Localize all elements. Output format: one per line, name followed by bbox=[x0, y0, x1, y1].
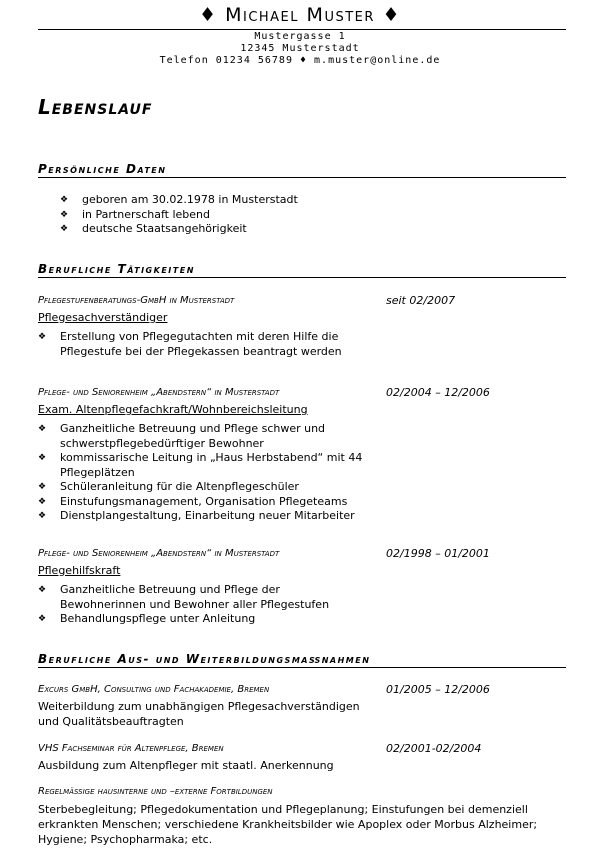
job-tasks bbox=[38, 330, 368, 359]
applicant-name: ♦ Michael Muster ♦ bbox=[199, 4, 401, 26]
header-rule bbox=[38, 29, 566, 30]
job-date: seit 02/2007 bbox=[386, 294, 456, 307]
address-street: Mustergasse 1 bbox=[254, 31, 346, 42]
section-heading-training: Berufliche Aus- und Weiterbildungsmaßnahmen bbox=[38, 652, 566, 668]
list-item: ❖ Dienstplangestaltung, Einarbeitung neuer Mitarbeiter bbox=[38, 509, 378, 524]
list-item: ❖ Einstufungsmanagement, Organisation Pflegeteams bbox=[38, 495, 378, 510]
list-item: ❖ Ganzheitliche Betreuung und Pflege der Bewohnerinnen und Bewohner aller Pflegestufen bbox=[38, 583, 358, 612]
list-item: ❖ Ganzheitliche Betreuung und Pflege schwer und schwerstpflegebedürftiger Bewohner bbox=[38, 422, 378, 451]
job-tasks bbox=[38, 422, 378, 524]
training-org: Regelmäßige hausinterne und –externe Fortbildungen bbox=[38, 786, 273, 797]
list-item: ❖ Behandlungspflege unter Anleitung bbox=[38, 612, 358, 627]
job-role: Pflegesachverständiger bbox=[38, 311, 168, 324]
training-date: 02/2001-02/2004 bbox=[386, 742, 482, 755]
list-item: ❖ in Partnerschaft lebend bbox=[60, 208, 380, 223]
training-org: Excurs GmbH, Consulting und Fachakademie, Bremen bbox=[38, 684, 270, 695]
document-title: Lebenslauf bbox=[38, 95, 153, 119]
job-org: Pflege- und Seniorenheim „Abendstern“ in Musterstadt bbox=[38, 387, 280, 398]
contact-line: Telefon 01234 56789 ♦ m.muster@online.de bbox=[159, 55, 441, 66]
list-item: ❖ Erstellung von Pflegegutachten mit deren Hilfe die Pflegestufe bei der Pflegekassen beantragt werden bbox=[38, 330, 368, 359]
training-date: 01/2005 – 12/2006 bbox=[386, 683, 490, 696]
list-item: ❖ kommissarische Leitung in „Haus Herbstabend“ mit 44 Pflegeplätzen bbox=[38, 451, 378, 480]
section-heading-personal: Persönliche Daten bbox=[38, 162, 566, 178]
section-heading-jobs: Berufliche Tätigkeiten bbox=[38, 262, 566, 278]
job-date: 02/1998 – 01/2001 bbox=[386, 547, 490, 560]
address-city: 12345 Musterstadt bbox=[240, 43, 360, 54]
personal-list bbox=[60, 193, 380, 237]
job-role: Exam. Altenpflegefachkraft/Wohnbereichsleitung bbox=[38, 403, 308, 416]
training-description: Sterbebegleitung; Pflegedokumentation und Pflegeplanung; Einstufungen bei demenziell erkrankten Menschen; verschiedene Krankheitsbilder wie Apoplex oder Morbus Alzheimer; Hygiene; Psychopharmaka; etc. bbox=[38, 803, 538, 846]
training-description: Weiterbildung zum unabhängigen Pflegesachverständigen und Qualitätsbeauftragten bbox=[38, 700, 360, 728]
list-item: ❖ geboren am 30.02.1978 in Musterstadt bbox=[60, 193, 380, 208]
job-role: Pflegehilfskraft bbox=[38, 564, 121, 577]
training-org: VHS Fachseminar für Altenpflege, Bremen bbox=[38, 743, 224, 754]
training-description: Ausbildung zum Altenpfleger mit staatl. Anerkennung bbox=[38, 759, 334, 772]
job-org: Pflege- und Seniorenheim „Abendstern“ in Musterstadt bbox=[38, 548, 280, 559]
job-tasks bbox=[38, 583, 358, 627]
job-date: 02/2004 – 12/2006 bbox=[386, 386, 490, 399]
list-item: ❖ deutsche Staatsangehörigkeit bbox=[60, 222, 380, 237]
job-org: Pflegestufenberatungs-GmbH in Musterstadt bbox=[38, 295, 235, 306]
list-item: ❖ Schüleranleitung für die Altenpflegeschüler bbox=[38, 480, 378, 495]
